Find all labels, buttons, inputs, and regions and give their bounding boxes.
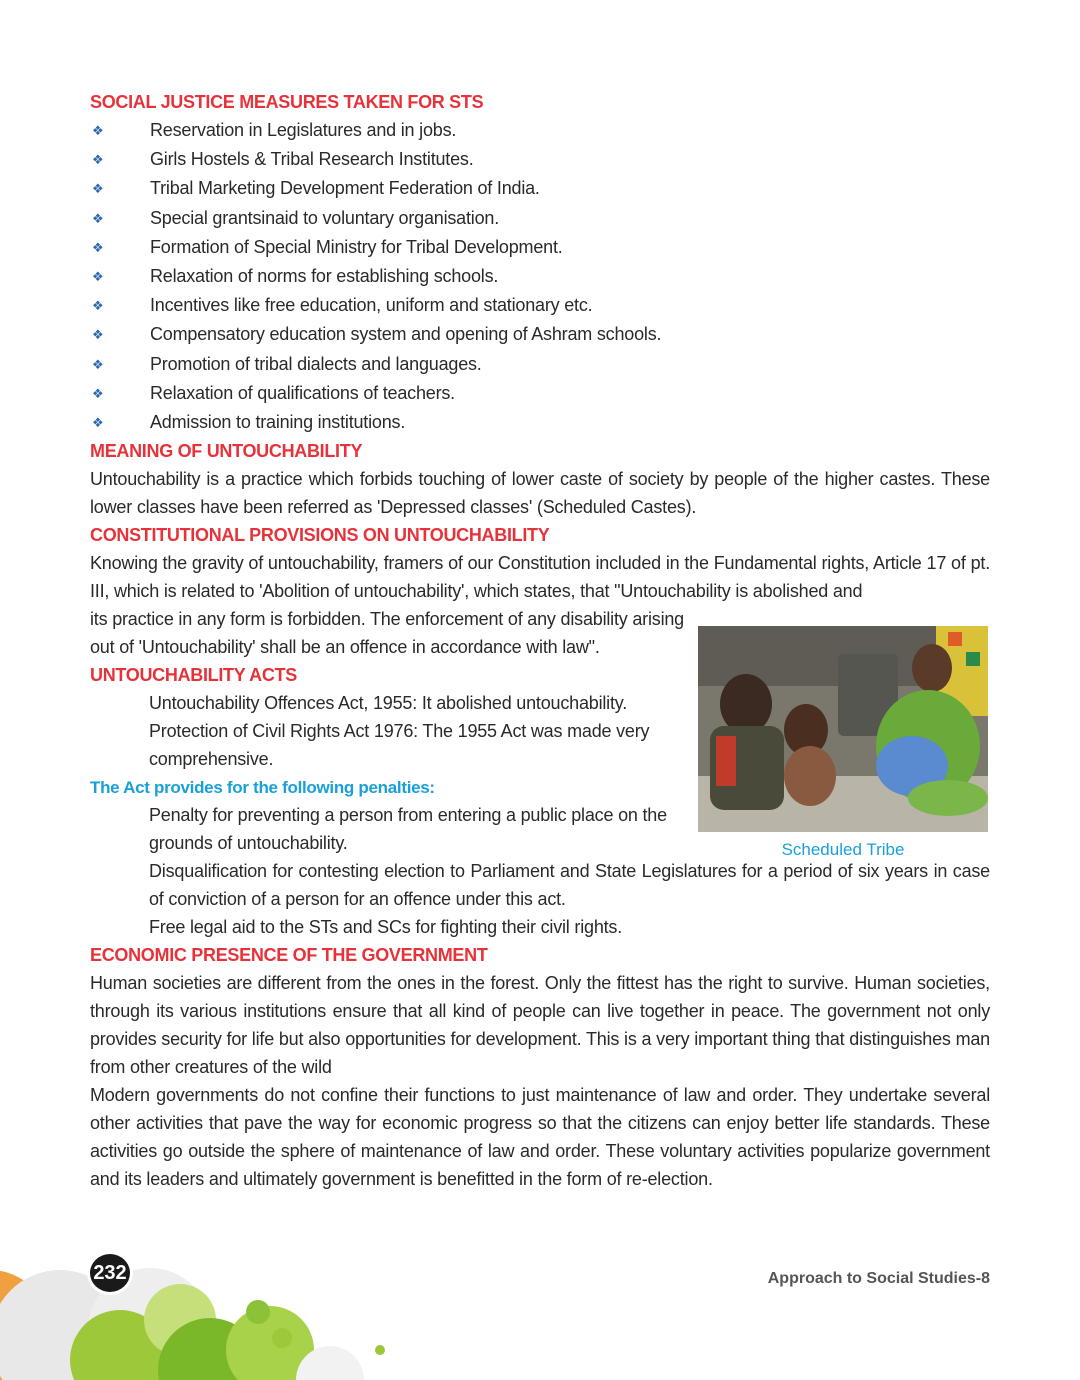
act-item: Protection of Civil Rights Act 1976: The 1955 Act was made very comprehensive. [149,721,650,770]
list-item: ❖ Tribal Marketing Development Federation of India. [90,174,990,203]
heading-untouchability-acts: UNTOUCHABILITY ACTS [90,665,297,686]
diamond-bullet-icon: ❖ [92,268,104,284]
heading-economic-presence: ECONOMIC PRESENCE OF THE GOVERNMENT [90,945,488,966]
diamond-bullet-icon: ❖ [92,385,104,401]
penalty-item: Disqualification for contesting election to Parliament and State Legislatures for a period of six years in case of conviction of a person for an offence under this act. [149,861,990,910]
heading-meaning-untouchability: MEANING OF UNTOUCHABILITY [90,441,363,462]
paragraph-constitution-full: Knowing the gravity of untouchability, framers of our Constitution included in the Fundamental rights, Article 17 of pt. III, which is related to 'Abolition of untouchability', which states, that "Untouchability is abolished and [90,553,990,602]
diamond-bullet-icon: ❖ [92,152,104,168]
paragraph-economic-1: Human societies are different from the ones in the forest. Only the fittest has the right to survive. Human societies, through its various institutions ensure that all kind of people can live together in peace. The government not only provides security for life but also opportunities for development. This is a very important thing that distinguishes man from other creatures of the wild [90,973,990,1078]
diamond-bullet-icon: ❖ [92,356,104,372]
list-item: ❖ Relaxation of qualifications of teachers. [90,379,990,408]
list-item: ❖ Girls Hostels & Tribal Research Institutes. [90,145,990,174]
list-item: ❖ Admission to training institutions. [90,408,990,437]
diamond-bullet-icon: ❖ [92,210,104,226]
book-title: Approach to Social Studies-8 [767,1270,990,1287]
diamond-bullet-icon: ❖ [92,298,104,314]
page-number: 232 [90,1254,130,1292]
diamond-bullet-icon: ❖ [92,181,104,197]
list-item: ❖ Compensatory education system and opening of Ashram schools. [90,320,990,349]
diamond-bullet-icon: ❖ [92,123,104,138]
list-item: ❖ Promotion of tribal dialects and languages. [90,350,990,379]
diamond-bullet-icon: ❖ [92,327,104,343]
paragraph-economic-2: Modern governments do not confine their functions to just maintenance of law and order. They undertake several other activities that pave the way for economic progress so that the citizens can enjoy better life standards. These activities go outside the sphere of maintenance of law and order. These voluntary activities popularize government and its leaders and ultimately government is benefitted in the form of re-election. [90,1085,990,1190]
scheduled-tribe-photo [698,626,988,832]
diamond-bullet-icon: ❖ [92,414,104,430]
paragraph-meaning: Untouchability is a practice which forbids touching of lower caste of society by people of the higher castes. These lower classes have been referred as 'Depressed classes' (Scheduled Castes). [90,469,990,518]
heading-constitutional-provisions: CONSTITUTIONAL PROVISIONS ON UNTOUCHABILITY [90,525,550,546]
decorative-circles [0,1230,420,1380]
diamond-bullet-icon: ❖ [92,239,104,255]
list-item: ❖ Relaxation of norms for establishing schools. [90,262,990,291]
heading-social-justice: SOCIAL JUSTICE MEASURES TAKEN FOR STS [90,92,484,112]
list-item: ❖ Reservation in Legislatures and in jobs. [90,116,990,145]
list-item: ❖ Incentives like free education, uniform and stationary etc. [90,291,990,320]
list-item: ❖ Special grantsinaid to voluntary organisation. [90,204,990,233]
list-item: ❖ Formation of Special Ministry for Tribal Development. [90,233,990,262]
photo-caption: Scheduled Tribe [781,840,905,859]
penalty-item: Free legal aid to the STs and SCs for fighting their civil rights. [149,917,623,938]
penalties-heading: The Act provides for the following penalties: [90,778,435,798]
act-item: Untouchability Offences Act, 1955: It abolished untouchability. [149,693,628,714]
penalty-item: Penalty for preventing a person from entering a public place on the grounds of untouchability. [149,805,667,854]
social-justice-list [90,116,990,437]
paragraph-constitution-narrow: its practice in any form is forbidden. The enforcement of any disability arising out of 'Untouchability' shall be an offence in accordance with law". [90,609,684,658]
photo-illustration [698,626,988,832]
